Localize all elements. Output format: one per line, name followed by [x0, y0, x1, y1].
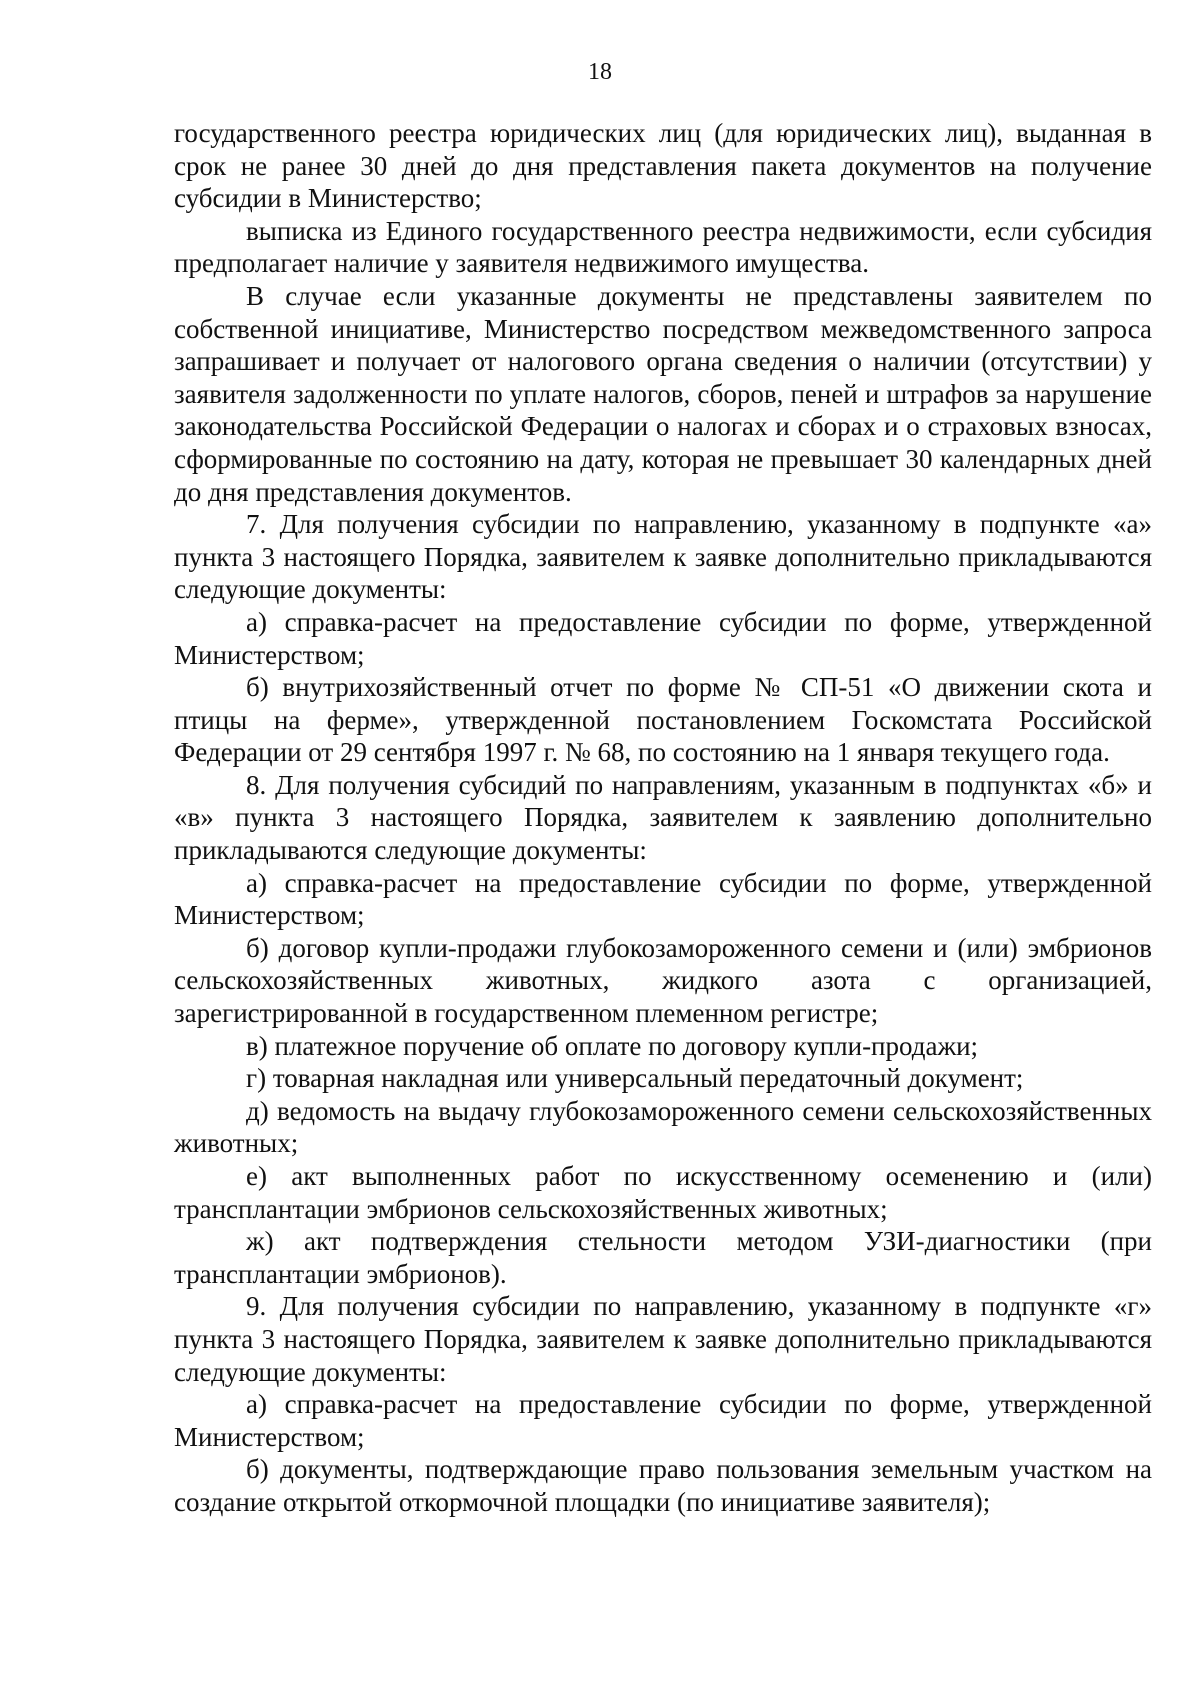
paragraph: выписка из Единого государственного реестра недвижимости, если субсидия предполагает наличие у заявителя недвижимого имущества. [174, 215, 1152, 279]
document-body [174, 117, 1152, 1519]
paragraph: б) договор купли-продажи глубокозамороженного семени и (или) эмбрионов сельскохозяйственных животных, жидкого азота с организацией, зарегистрированной в государственном племенном регистре; [174, 932, 1152, 1029]
paragraph: 8. Для получения субсидий по направлениям, указанным в подпунктах «б» и «в» пункта 3 настоящего Порядка, заявителем к заявлению дополнительно прикладываются следующие документы: [174, 769, 1152, 866]
paragraph: а) справка-расчет на предоставление субсидии по форме, утвержденной Министерством; [174, 1389, 1152, 1452]
paragraph: г) товарная накладная или универсальный передаточный документ; [246, 1063, 1024, 1094]
paragraph: е) акт выполненных работ по искусственному осеменению и (или) трансплантации эмбрионов сельскохозяйственных животных; [174, 1161, 1152, 1224]
paragraph: д) ведомость на выдачу глубокозамороженного семени сельскохозяйственных животных; [174, 1095, 1152, 1159]
paragraph: В случае если указанные документы не представлены заявителем по собственной инициативе, Министерство посредством межведомственного запроса запрашивает и получает от налогового органа сведения о наличии (отсутствии) у заявителя задолженности по уплате налогов, сборов, пеней и штрафов за нарушение законодательства Российской Федерации о налогах и сборах и о страховых взносах, сформированные по состоянию на дату, которая не превышает 30 календарных дней до дня представления документов. [174, 280, 1152, 507]
paragraph: б) внутрихозяйственный отчет по форме № СП-51 «О движении скота и птицы на ферме», утвержденной постановлением Госкомстата Российской Федерации от 29 сентября 1997 г. № 68, по состоянию на 1 января текущего года. [174, 672, 1152, 768]
paragraph: б) документы, подтверждающие право пользования земельным участком на создание открытой откормочной площадки (по инициативе заявителя); [174, 1454, 1152, 1517]
paragraph: а) справка-расчет на предоставление субсидии по форме, утвержденной Министерством; [174, 867, 1152, 931]
page-number: 18 [588, 59, 612, 85]
paragraph: ж) акт подтверждения стельности методом УЗИ-диагностики (при трансплантации эмбрионов). [174, 1226, 1152, 1289]
paragraph: государственного реестра юридических лиц (для юридических лиц), выданная в срок не ранее 30 дней до дня представления пакета документов на получение субсидии в Министерство; [174, 118, 1152, 214]
paragraph: в) платежное поручение об оплате по договору купли-продажи; [246, 1030, 979, 1061]
paragraph: а) справка-расчет на предоставление субсидии по форме, утвержденной Министерством; [174, 606, 1152, 670]
paragraph: 9. Для получения субсидии по направлению, указанному в подпункте «г» пункта 3 настоящего Порядка, заявителем к заявке дополнительно прикладываются следующие документы: [174, 1291, 1152, 1387]
paragraph: 7. Для получения субсидии по направлению, указанному в подпункте «а» пункта 3 настоящего Порядка, заявителем к заявке дополнительно прикладываются следующие документы: [174, 509, 1152, 605]
